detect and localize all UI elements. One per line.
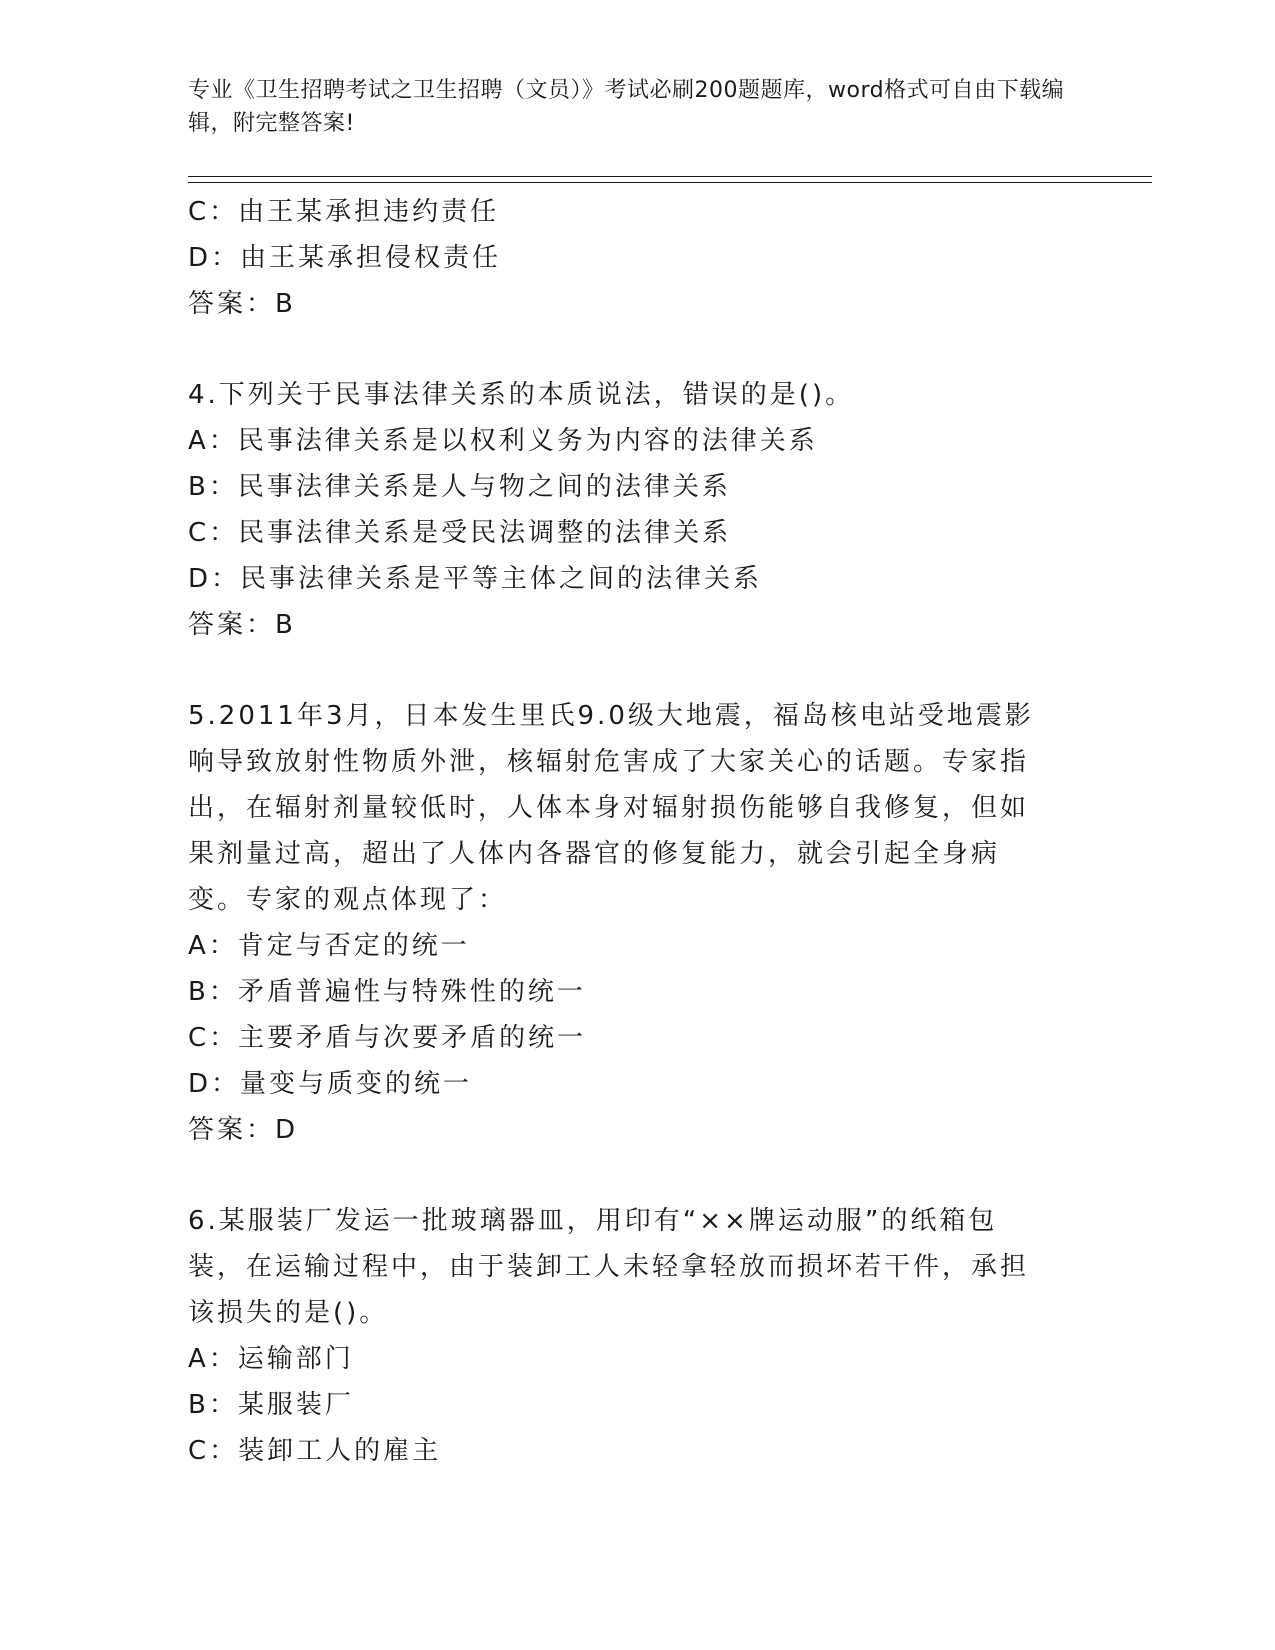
option-a: A：民事法律关系是以权利义务为内容的法律关系	[188, 426, 818, 456]
answer-line: 答案：B	[188, 289, 296, 319]
question-6	[188, 1198, 1088, 1474]
answer-line: 答案：D	[188, 1115, 299, 1145]
option-c: C：装卸工人的雇主	[188, 1436, 442, 1466]
question-stem: 5.2011年3月，日本发生里氏9.0级大地震，福岛核电站受地震影响导致放射性物质外泄，核辐射危害成了大家关心的话题。专家指出，在辐射剂量较低时，人体本身对辐射损伤能够自我修复，但如果剂量过高，超出了人体内各器官的修复能力，就会引起全身病变。专家的观点体现了：	[188, 701, 1034, 915]
option-d: D：由王某承担侵权责任	[188, 243, 502, 273]
option-d: D：民事法律关系是平等主体之间的法律关系	[188, 564, 763, 594]
header-text: 专业《卫生招聘考试之卫生招聘（文员）》考试必刷200题题库，word格式可自由下载编辑，附完整答案!	[188, 78, 1065, 136]
question-stem: 4.下列关于民事法律关系的本质说法，错误的是()。	[188, 380, 855, 410]
option-b: B：民事法律关系是人与物之间的法律关系	[188, 472, 731, 502]
option-b: B：矛盾普遍性与特殊性的统一	[188, 977, 586, 1007]
option-a: A：运输部门	[188, 1344, 354, 1374]
question-4	[188, 372, 1088, 648]
answer-line: 答案：B	[188, 610, 296, 640]
option-b: B：某服装厂	[188, 1390, 354, 1420]
question-gap	[188, 648, 1088, 693]
option-c: C：民事法律关系是受民法调整的法律关系	[188, 518, 732, 548]
option-d: D：量变与质变的统一	[188, 1069, 473, 1099]
option-c: C：主要矛盾与次要矛盾的统一	[188, 1023, 587, 1053]
question-gap	[188, 327, 1088, 372]
question-gap	[188, 1153, 1088, 1198]
header-divider-bottom	[188, 182, 1152, 183]
option-c: C：由王某承担违约责任	[188, 197, 500, 227]
question-5	[188, 693, 1088, 1153]
question-list	[188, 189, 1088, 1474]
question-stem: 6.某服装厂发运一批玻璃器皿，用印有“××牌运动服”的纸箱包装，在运输过程中，由于装卸工人未轻拿轻放而损坏若干件，承担该损失的是()。	[188, 1206, 1030, 1328]
option-a: A：肯定与否定的统一	[188, 931, 470, 961]
page-header	[188, 74, 1078, 140]
header-divider-top	[188, 176, 1152, 177]
